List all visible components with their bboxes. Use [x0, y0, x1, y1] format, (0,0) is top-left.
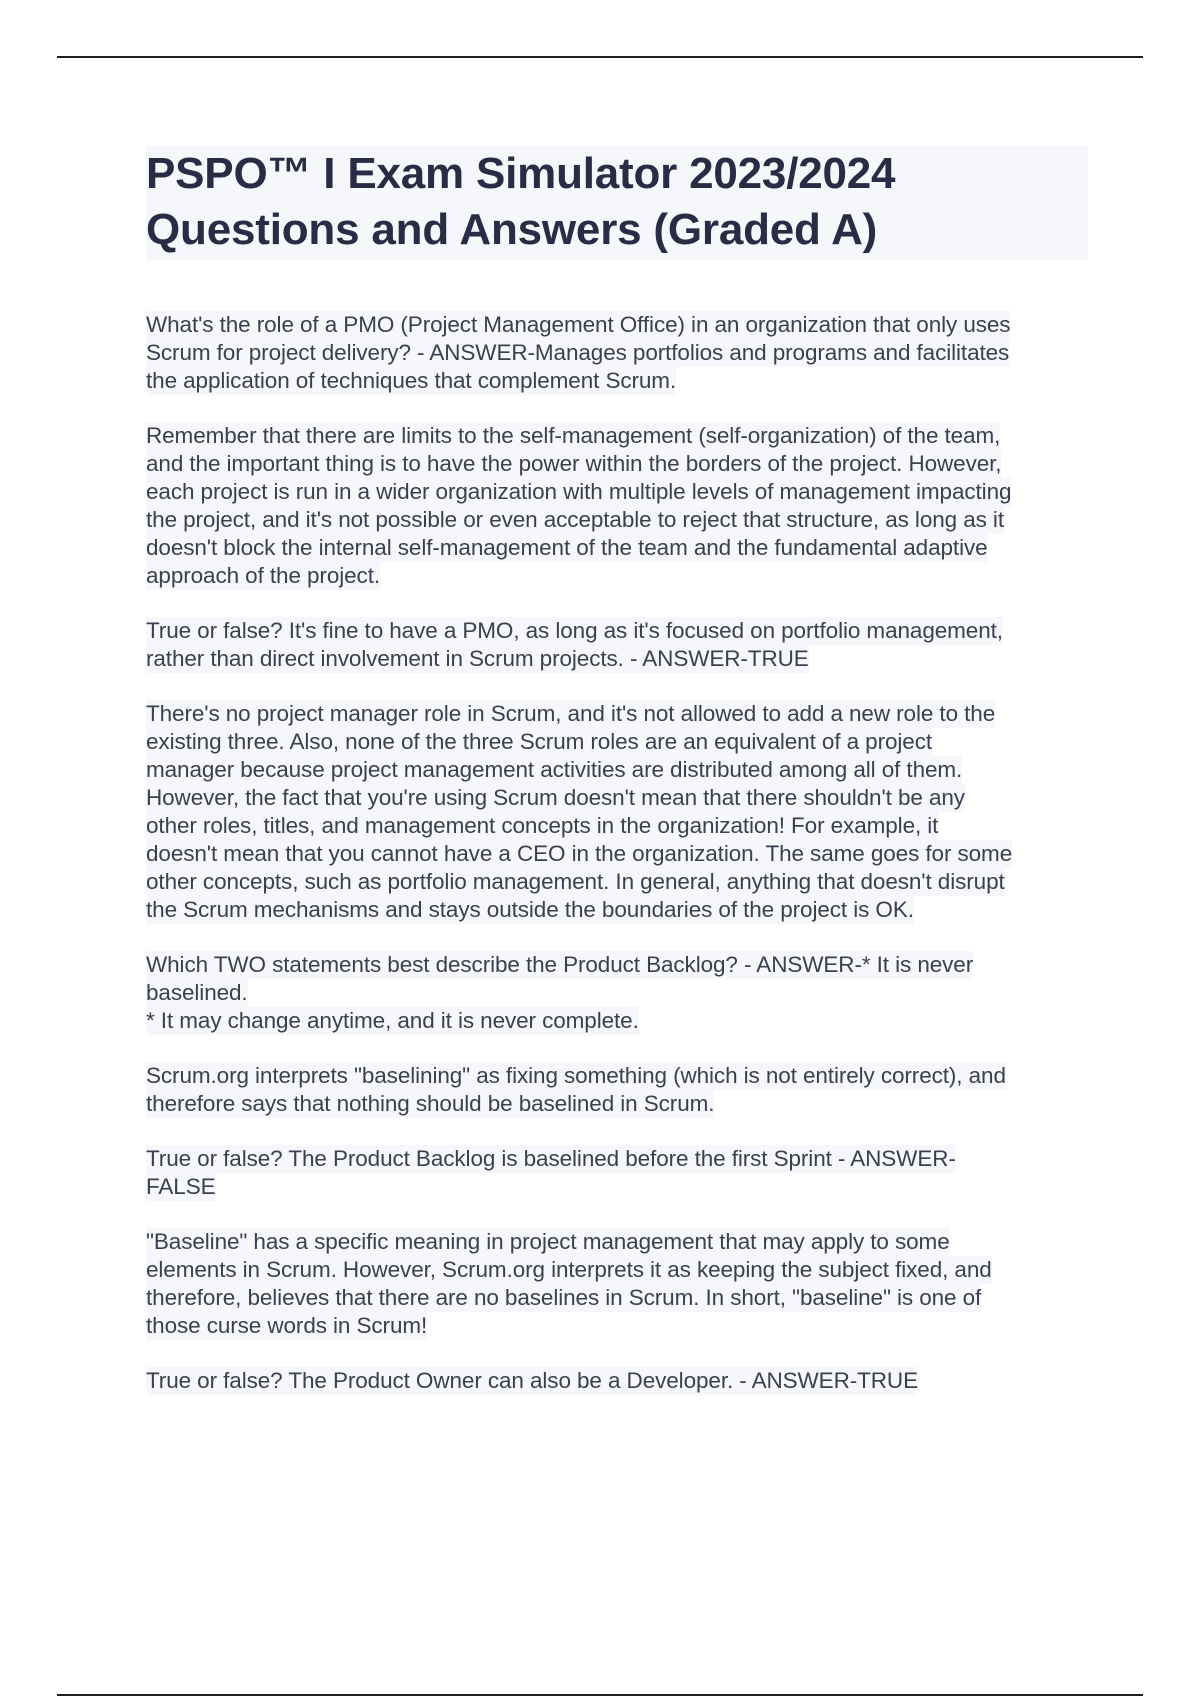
top-rule — [57, 56, 1143, 58]
text-line: True or false? The Product Owner can also be a Developer. - ANSWER-TRUE — [146, 1368, 918, 1393]
text-line: the project, and it's not possible or even acceptable to reject that structure, as long as it — [146, 507, 1004, 532]
bottom-rule — [57, 1694, 1143, 1696]
text-line: other roles, titles, and management concepts in the organization! For example, it — [146, 813, 939, 838]
text-line: Scrum.org interprets "baselining" as fixing something (which is not entirely correct), and — [146, 1063, 1006, 1088]
text-line: the Scrum mechanisms and stays outside the boundaries of the project is OK. — [146, 897, 914, 922]
text-line: approach of the project. — [146, 563, 381, 588]
text-line: * It may change anytime, and it is never complete. — [146, 1008, 639, 1033]
text-line: elements in Scrum. However, Scrum.org interprets it as keeping the subject fixed, and — [146, 1257, 992, 1282]
explanation-paragraph — [146, 422, 1096, 590]
title-line: Questions and Answers (Graded A) — [146, 205, 878, 254]
document-body — [146, 311, 1096, 1422]
qa-paragraph — [146, 311, 1096, 395]
text-line: FALSE — [146, 1174, 216, 1199]
page-title — [146, 146, 1088, 260]
explanation-paragraph — [146, 1228, 1096, 1340]
text-line: However, the fact that you're using Scrum doesn't mean that there shouldn't be any — [146, 785, 965, 810]
qa-paragraph — [146, 617, 1096, 673]
text-line: other concepts, such as portfolio management. In general, anything that doesn't disrupt — [146, 869, 1005, 894]
text-line: Which TWO statements best describe the Product Backlog? - ANSWER-* It is never — [146, 952, 974, 977]
text-line: What's the role of a PMO (Project Management Office) in an organization that only uses — [146, 312, 1011, 337]
text-line: True or false? It's fine to have a PMO, as long as it's focused on portfolio management, — [146, 618, 1003, 643]
text-line: therefore says that nothing should be baselined in Scrum. — [146, 1091, 715, 1116]
qa-paragraph — [146, 951, 1096, 1035]
text-line: therefore, believes that there are no baselines in Scrum. In short, "baseline" is one of — [146, 1285, 982, 1310]
title-line: PSPO™ I Exam Simulator 2023/2024 — [146, 149, 896, 198]
text-line: and the important thing is to have the power within the borders of the project. However, — [146, 451, 1002, 476]
text-line: each project is run in a wider organization with multiple levels of management impacting — [146, 479, 1012, 504]
text-line: "Baseline" has a specific meaning in project management that may apply to some — [146, 1229, 950, 1254]
qa-paragraph — [146, 1145, 1096, 1201]
text-line: those curse words in Scrum! — [146, 1313, 428, 1338]
text-line: doesn't mean that you cannot have a CEO in the organization. The same goes for some — [146, 841, 1013, 866]
text-line: baselined. — [146, 980, 248, 1005]
text-line: manager because project management activities are distributed among all of them. — [146, 757, 963, 782]
text-line: Scrum for project delivery? - ANSWER-Manages portfolios and programs and facilitates — [146, 340, 1010, 365]
text-line: the application of techniques that complement Scrum. — [146, 368, 677, 393]
explanation-paragraph — [146, 700, 1096, 924]
text-line: doesn't block the internal self-management of the team and the fundamental adaptive — [146, 535, 988, 560]
text-line: Remember that there are limits to the self-management (self-organization) of the team, — [146, 423, 1001, 448]
qa-paragraph — [146, 1367, 1096, 1395]
text-line: rather than direct involvement in Scrum projects. - ANSWER-TRUE — [146, 646, 809, 671]
text-line: There's no project manager role in Scrum, and it's not allowed to add a new role to the — [146, 701, 996, 726]
text-line: True or false? The Product Backlog is baselined before the first Sprint - ANSWER- — [146, 1146, 956, 1171]
explanation-paragraph — [146, 1062, 1096, 1118]
text-line: existing three. Also, none of the three Scrum roles are an equivalent of a project — [146, 729, 933, 754]
